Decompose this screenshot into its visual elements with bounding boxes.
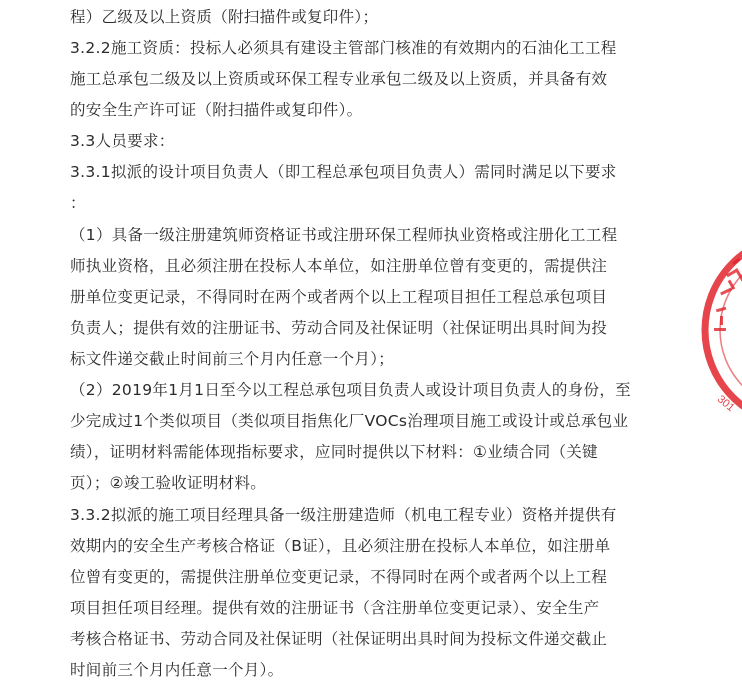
- text-line: 施工总承包二级及以上资质或环保工程专业承包二级及以上资质，并具备有效: [70, 70, 608, 88]
- text-line: 的安全生产许可证（附扫描件或复印件）。: [70, 101, 363, 119]
- text-line: 负责人；提供有效的注册证书、劳动合同及社保证明（社保证明出具时间为投: [70, 319, 608, 337]
- company-seal: [700, 220, 742, 440]
- text-line: ：: [70, 194, 86, 212]
- text-line: （2）2019年1月1日至今以工程总承包项目负责人或设计项目负责人的身份，至: [70, 381, 631, 399]
- seal-number: 301: [714, 393, 737, 415]
- text-line: （1）具备一级注册建筑师资格证书或注册环保工程师执业资格或注册化工工程: [70, 226, 618, 244]
- text-line: 3.2.2施工资质：投标人必须具有建设主管部门核准的有效期内的石油化工工程: [70, 39, 617, 57]
- text-line: 时间前三个月内任意一个月）。: [70, 661, 284, 679]
- text-line: 师执业资格，且必须注册在投标人本单位，如注册单位曾有变更的，需提供注: [70, 257, 608, 275]
- text-line: 册单位变更记录，不得同时在两个或者两个以上工程项目担任工程总承包项目: [70, 288, 608, 306]
- text-line: 3.3人员要求：: [70, 132, 175, 150]
- text-line: 效期内的安全生产考核合格证（B证），且必须注册在投标人本单位，如注册单: [70, 537, 611, 555]
- text-line: 考核合格证书、劳动合同及社保证明（社保证明出具时间为投标文件递交截止: [70, 630, 608, 648]
- text-line: 3.3.2拟派的施工项目经理具备一级注册建造师（机电工程专业）资格并提供有: [70, 506, 617, 524]
- text-line: 项目担任项目经理。提供有效的注册证书（含注册单位变更记录）、安全生产: [70, 599, 600, 617]
- text-line: 3.3.1拟派的设计项目负责人（即工程总承包项目负责人）需同时满足以下要求: [70, 163, 617, 181]
- text-line: 页）；②竣工验收证明材料。: [70, 474, 267, 492]
- text-line: 少完成过1个类似项目（类似项目指焦化厂VOCs治理项目施工或设计或总承包业: [70, 412, 629, 430]
- text-line: 程）乙级及以上资质（附扫描件或复印件）；: [70, 8, 379, 26]
- text-line: 绩），证明材料需能体现指标要求，应同时提供以下材料：①业绩合同（关键: [70, 443, 598, 461]
- text-line: 标文件递交截止时间前三个月内任意一个月）；: [70, 350, 395, 368]
- text-line: 位曾有变更的，需提供注册单位变更记录，不得同时在两个或者两个以上工程: [70, 568, 608, 586]
